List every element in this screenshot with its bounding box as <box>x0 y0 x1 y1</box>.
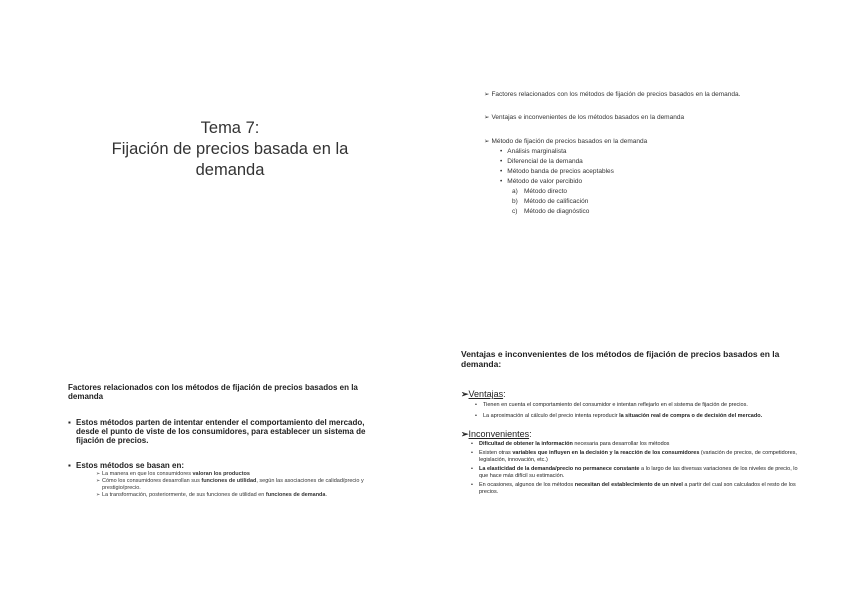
ventajas-label: Ventajas <box>468 389 504 399</box>
submethod-label: Método de diagnóstico <box>524 208 590 215</box>
ventaja-item-2 <box>475 413 806 420</box>
sub-bullet-3 <box>96 492 367 499</box>
submethod-label: Método de calificación <box>524 198 589 205</box>
submethod-item <box>484 187 824 197</box>
text-run: (variación de precios, de competidores, legislación, innovación, etc.) <box>479 450 797 463</box>
ventaja-item-1: • Tienen en cuenta el comportamiento del consumidor e intentan reflejarlo en el sistema de fijación de precios. <box>475 402 806 409</box>
outline-item-2-label: Ventajas e inconvenientes de los métodos basados en la demanda <box>491 114 685 121</box>
text-run: Existen otras <box>479 450 513 456</box>
text-run: La transformación, posteriormente, de sus funciones de utilidad en <box>102 492 266 498</box>
outline-item-1-label: Factores relacionados con los métodos de fijación de precios basados en la demanda. <box>491 91 741 98</box>
text-run-bold: valoran los productos <box>192 471 250 477</box>
outline-item-3-label: Método de fijación de precios basados en la demanda <box>491 138 648 145</box>
arrow-bullet-icon: ➢ <box>484 138 490 145</box>
submethod-letter: c) <box>512 208 518 215</box>
title-line-1: Tema 7: <box>200 119 260 137</box>
submethod-item <box>484 197 824 207</box>
sub-bullet-1 <box>96 471 367 478</box>
text-run-bold: funciones de utilidad <box>201 478 257 484</box>
submethod-item <box>484 207 824 217</box>
inconvenientes-label: Inconvenientes <box>468 429 530 439</box>
colon: : <box>503 389 506 399</box>
title-line-2: Fijación de precios basada en la <box>111 140 349 158</box>
text-run-bold: Dificultad de obtener la información <box>479 441 573 447</box>
text-run-bold: funciones de demanda <box>265 492 326 498</box>
bullet-paragraph-1: ▪ Estos métodos parten de intentar entender el comportamiento del mercado, desde el punto de viste de los consumidores, para establecer un sistema de fijación de precios. <box>68 418 368 445</box>
method-item: • Método banda de precios aceptables <box>484 167 824 177</box>
text-run: , según las asociaciones de calidad/precio y prestigio/precio. <box>102 478 364 491</box>
slide-outline <box>484 90 824 217</box>
arrow-bullet-icon: ➢ <box>484 114 490 121</box>
inconveniente-item-2 <box>471 450 806 464</box>
text-run-bold: necesitan del establecimiento de un nivel <box>574 482 683 488</box>
text-run-bold: la situación real de compra o de decisión del mercado. <box>619 413 763 419</box>
bullet-paragraph-2: ▪ Estos métodos se basan en: <box>68 461 368 470</box>
text-run: La aproximación al cálculo del precio intenta reproducir <box>483 413 620 419</box>
section-ventajas <box>461 389 806 400</box>
slide-factores <box>68 383 368 499</box>
sub-bullet-2 <box>96 478 367 492</box>
slide-heading: Factores relacionados con los métodos de fijación de precios basados en la demanda <box>68 383 358 401</box>
inconveniente-item-1 <box>471 441 806 448</box>
text-run-bold: La elasticidad de la demanda/precio no permanece constante <box>479 466 640 472</box>
slide-ventajas-inconvenientes <box>461 349 806 496</box>
arrow-bullet-icon: ➢ <box>461 429 469 439</box>
submethod-letter: a) <box>512 188 518 195</box>
method-item: • Diferencial de la demanda <box>484 157 824 167</box>
arrow-bullet-icon: ➢ <box>461 389 469 399</box>
text-run: . <box>325 492 328 498</box>
arrow-bullet-icon: ➢ <box>484 91 490 98</box>
colon: : <box>529 429 532 439</box>
text-run-bold: variables que influyen en la decisión y la reacción de los consumidores <box>512 450 700 456</box>
outline-item-1 <box>484 90 824 100</box>
inconveniente-item-4 <box>471 482 806 496</box>
outline-item-3 <box>484 137 824 147</box>
text-run: En ocasiones, algunos de los métodos <box>479 482 575 488</box>
outline-item-2 <box>484 113 824 123</box>
text-run: a partir del cual son calculados el resto de los precios. <box>479 482 796 495</box>
text-run: Cómo los consumidores desarrollan sus <box>102 478 202 484</box>
section-inconvenientes <box>461 429 806 440</box>
slide-title <box>60 118 400 181</box>
inconveniente-item-3 <box>471 466 806 480</box>
title-line-3: demanda <box>195 161 265 179</box>
submethod-label: Método directo <box>524 188 567 195</box>
submethod-letter: b) <box>512 198 518 205</box>
method-item: • Análisis marginalista <box>484 147 824 157</box>
text-run: La manera en que los consumidores <box>102 471 193 477</box>
method-item: • Método de valor percibido <box>484 177 824 187</box>
text-run: necesaria para desarrollar los métodos <box>572 441 670 447</box>
slide-heading: Ventajas e inconvenientes de los métodos de fijación de precios basados en la demanda: <box>461 349 780 369</box>
text-run: a lo largo de las diversas variaciones de los niveles de precio, lo que hace más difícil su estimación. <box>479 466 798 479</box>
